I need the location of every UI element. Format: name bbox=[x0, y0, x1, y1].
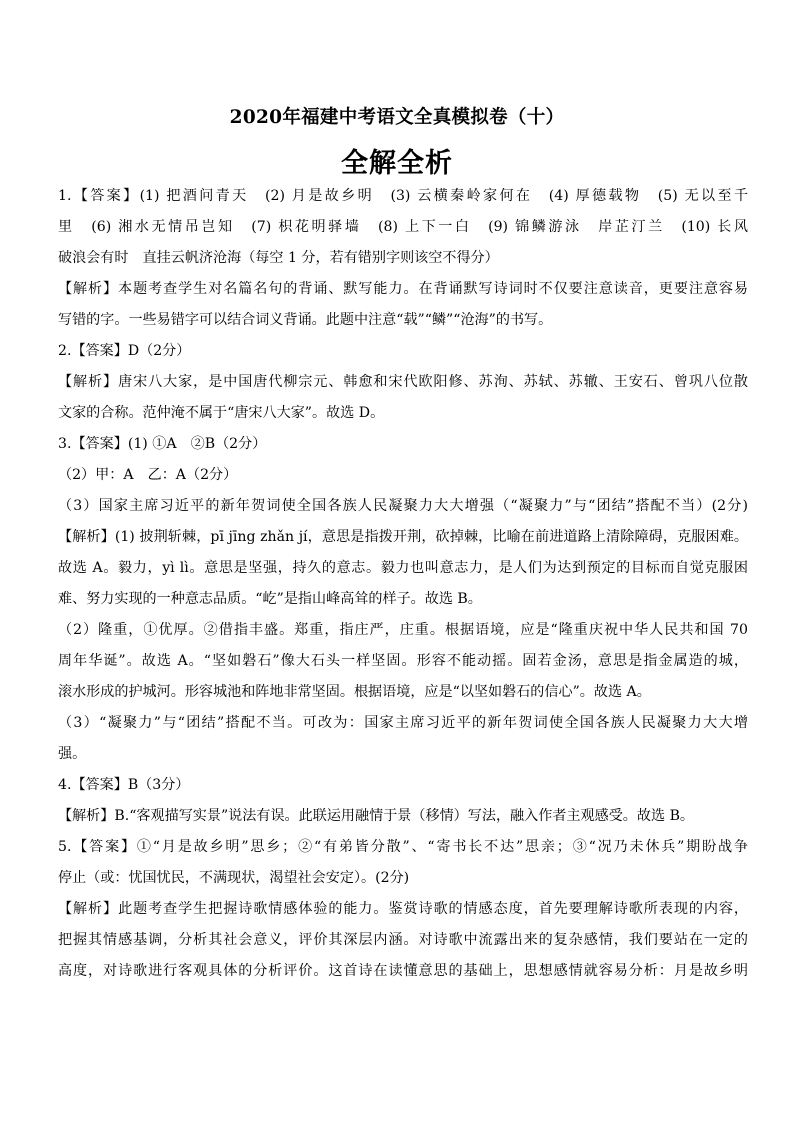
text-line: 故选 A。毅力，yì lì。意思是坚强，持久的意志。毅力也叫意志力，是人们为达到预定的目标而自觉克服困 bbox=[58, 560, 748, 576]
text-line: （2）甲：A 乙：A（2分） bbox=[58, 467, 238, 483]
text-line: 周年华诞”。故选 A。“坚如磐石”像大石头一样坚固。形容不能动摇。固若金汤，意思是指金属造的城， bbox=[58, 653, 748, 669]
text-line: 2.【答案】D（2分） bbox=[58, 343, 191, 359]
text-line: 5.【答案】①“月是故乡明”思乡；②“有弟皆分散”、“寄书长不达”思亲；③“况乃未休兵”期盼战争 bbox=[58, 839, 748, 855]
text-line: 把握其情感基调，分析其社会意义，评价其深层内涵。对诗歌中流露出来的复杂感情，我们要站在一定的 bbox=[58, 932, 748, 948]
text-line: 1.【答案】(1) 把酒问青天 (2) 月是故乡明 (3) 云横秦岭家何在 (4) 厚德载物 (5) 无以至千 bbox=[58, 188, 748, 204]
text-line: 4.【答案】B（3分） bbox=[58, 777, 190, 793]
text-line: 【解析】本题考查学生对名篇名句的背诵、默写能力。在背诵默写诗词时不仅要注意读音，更要注意容易 bbox=[58, 281, 748, 297]
text-line: 里 (6) 湘水无情吊岂知 (7) 枳花明驿墙 (8) 上下一白 (9) 锦鳞游泳 岸芷汀兰 (10) 长风 bbox=[58, 219, 748, 235]
text-line: 写错的字。一些易错字可以结合词义背诵。此题中注意“载”“鳞”“沧海”的书写。 bbox=[58, 312, 553, 328]
text-line: （2）隆重，①优厚。②借指丰盛。郑重，指庄严，庄重。根据语境，应是“隆重庆祝中华人民共和国 70 bbox=[58, 622, 748, 638]
text-line: 强。 bbox=[58, 746, 87, 762]
text-line: 难、努力实现的一种意志品质。“屹”是指山峰高耸的样子。故选 B。 bbox=[58, 591, 482, 607]
text-line: （3）国家主席习近平的新年贺词使全国各族人民凝聚力大大增强（“凝聚力”与“团结”搭配不当）(2分) bbox=[58, 498, 748, 514]
text-line: 【解析】此题考查学生把握诗歌情感体验的能力。鉴赏诗歌的情感态度，首先要理解诗歌所表现的内容， bbox=[58, 901, 748, 917]
text-line: 停止（或：忧国忧民，不满现状，渴望社会安定）。(2分) bbox=[58, 870, 410, 886]
document-body bbox=[58, 181, 748, 987]
text-line: （3）“凝聚力”与“团结”搭配不当。可改为：国家主席习近平的新年贺词使全国各族人民凝聚力大大增 bbox=[58, 715, 748, 731]
document-subtitle: 全解全析 bbox=[341, 148, 453, 179]
text-line: 3.【答案】(1) ①A ②B（2分） bbox=[58, 436, 267, 452]
text-line: 破浪会有时 直挂云帆济沧海（每空 1 分，若有错别字则该空不得分） bbox=[58, 250, 499, 266]
document-title: 2020年福建中考语文全真模拟卷（十） bbox=[229, 107, 565, 128]
text-line: 【解析】唐宋八大家，是中国唐代柳宗元、韩愈和宋代欧阳修、苏洵、苏轼、苏辙、王安石、曾巩八位散 bbox=[58, 374, 748, 390]
text-line: 【解析】B.“客观描写实景”说法有误。此联运用融情于景（移情）写法，融入作者主观感受。故选 B。 bbox=[58, 808, 695, 824]
text-line: 文家的合称。范仲淹不属于“唐宋八大家”。故选 D。 bbox=[58, 405, 385, 421]
text-line: 高度，对诗歌进行客观具体的分析评价。这首诗在读懂意思的基础上，思想感情就容易分析：月是故乡明 bbox=[58, 963, 748, 979]
text-line: 【解析】(1) 披荆斩棘，pī jīng zhǎn jí，意思是指拨开荆，砍掉棘，比喻在前进道路上清除障碍，克服困难。 bbox=[58, 529, 748, 545]
text-line: 滚水形成的护城河。形容城池和阵地非常坚固。根据语境，应是“以坚如磐石的信心”。故选 A。 bbox=[58, 684, 651, 700]
